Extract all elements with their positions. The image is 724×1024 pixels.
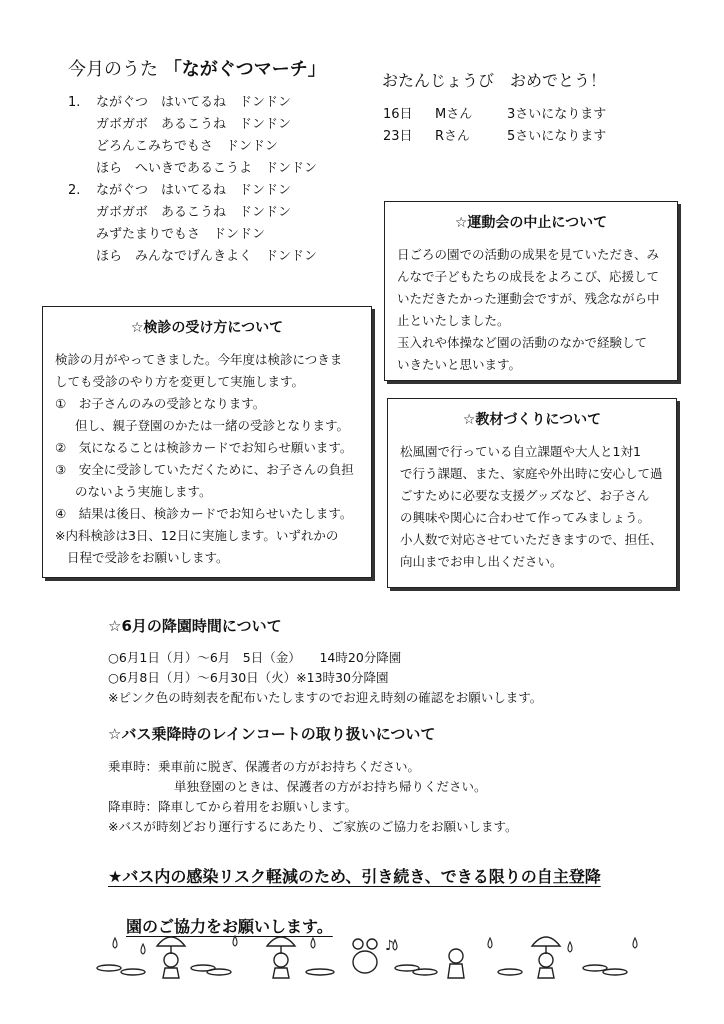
birthday-name: Mさん xyxy=(435,107,473,122)
song-lyrics xyxy=(68,92,317,268)
body-line: ごすために必要な支援グッズなど、お子さん xyxy=(400,488,650,503)
birthday-name: Rさん xyxy=(435,129,471,144)
body-line: 松風園で行っている自立課題や大人と1対1 xyxy=(400,444,641,459)
song-line xyxy=(68,158,317,180)
song-line xyxy=(68,136,317,158)
puddle-icon xyxy=(306,969,334,975)
song-line xyxy=(68,180,317,202)
body-line: んなで子どもたちの成長をよろこび、応援して xyxy=(397,269,660,284)
puddle-icon xyxy=(498,969,522,975)
lyric-text: ガボガボ あるこうね ドンドン xyxy=(96,205,292,220)
checkup-line: ② 気になることは検診カードでお知らせ願います。 xyxy=(55,440,353,455)
birthday-row xyxy=(383,126,606,148)
lyric-text: どろんこみちでもさ ドンドン xyxy=(96,139,278,154)
umbrella-child-icon xyxy=(532,937,560,978)
body-line: 玉入れや体操など園の活動のなかで経験して xyxy=(397,335,648,350)
raindrop-icon xyxy=(141,944,145,954)
checkup-line: のないよう実施します。 xyxy=(75,484,212,499)
song-title: 「ながぐつマーチ」 xyxy=(163,59,326,80)
checkup-body xyxy=(55,349,359,569)
raindrop-icon xyxy=(633,938,637,948)
checkup-line: ※内科検診は3日、12日に実施します。いずれかの xyxy=(55,528,339,543)
bus-line: 単独登園のときは、保護者の方がお持ち帰りください。 xyxy=(174,779,487,794)
verse-number: 1. xyxy=(68,95,81,110)
song-label: 今月のうた xyxy=(68,59,158,80)
dismissal-line: ○6月1日（月）～6月 5日（金） 14時20分降園 xyxy=(108,650,402,665)
footer-svg xyxy=(95,928,655,988)
raindrop-icon xyxy=(233,936,237,946)
lyric-text: ほら みんなでげんきよく ドンドン xyxy=(96,249,318,264)
song-line xyxy=(68,114,317,136)
notice-line-2: 園のご協力をお願いします。 xyxy=(126,917,333,936)
puddle-icon xyxy=(121,969,145,975)
dismissal-time-body xyxy=(108,648,542,708)
bus-line: 乗車時：乗車前に脱ぎ、保護者の方がお持ちください。 xyxy=(108,759,421,774)
song-line xyxy=(68,246,317,268)
puddle-icon xyxy=(97,965,121,971)
body-line: 小人数で対応させていただきますので、担任、 xyxy=(400,532,663,547)
body-line: いきたいと思います。 xyxy=(397,357,522,372)
checkup-line: ④ 結果は後日、検診カードでお知らせいたします。 xyxy=(55,506,353,521)
body-line: で行う課題、また、家庭や外出時に安心して過 xyxy=(400,466,663,481)
raindrop-icon xyxy=(311,938,315,948)
song-line xyxy=(68,202,317,224)
birthday-row xyxy=(383,104,606,126)
birthday-text: 5さいになります xyxy=(507,129,607,144)
body-line: の興味や関心に合わせて作ってみましょう。 xyxy=(400,510,651,525)
lyric-text: ほら へいきであるこうよ ドンドン xyxy=(96,161,318,176)
materials-body xyxy=(400,441,664,573)
frog-icon xyxy=(353,939,377,973)
song-line xyxy=(68,224,317,246)
bus-line: 降車時：降車してから着用をお願いします。 xyxy=(108,799,358,814)
lyric-text: ガボガボ あるこうね ドンドン xyxy=(96,117,292,132)
raindrop-icon xyxy=(568,942,572,952)
puddle-icon xyxy=(207,969,231,975)
body-line: 向山までお申し出ください。 xyxy=(400,554,563,569)
birthday-list xyxy=(383,104,606,148)
puddle-icon xyxy=(603,969,627,975)
bus-line: ※バスが時刻どおり運行するにあたり、ご家族のご協力をお願いします。 xyxy=(108,819,518,834)
song-line xyxy=(68,92,317,114)
checkup-line: 但し、親子登園のかたは一緒の受診となります。 xyxy=(75,418,350,433)
birthday-date: 16日 xyxy=(383,107,413,122)
checkup-line: 検診の月がやってきました。今年度は検診につきま xyxy=(55,352,343,367)
umbrella-child-icon xyxy=(157,937,185,978)
birthday-title: おたんじょうび おめでとう！ xyxy=(382,71,607,90)
sports-day-cancel-box xyxy=(384,201,678,381)
bus-raincoat-title: ☆バス乗降時のレインコートの取り扱いについて xyxy=(108,725,436,743)
puddle-icon xyxy=(583,965,607,971)
lyric-text: ながぐつ はいてるね ドンドン xyxy=(96,183,292,198)
checkup-line: ③ 安全に受診していただくために、お子さんの負担 xyxy=(55,462,354,477)
birthday-date: 23日 xyxy=(383,129,413,144)
body-line: 止といたしました。 xyxy=(397,313,510,328)
song-heading xyxy=(68,55,326,81)
dismissal-line: ※ピンク色の時刻表を配布いたしますのでお迎え時刻の確認をお願いします。 xyxy=(108,690,543,705)
body-line: いただきたかった運動会ですが、残念ながら中 xyxy=(397,291,660,306)
umbrella-child-icon xyxy=(267,937,295,978)
body-line: 日ごろの園での活動の成果を見ていただき、み xyxy=(397,247,660,262)
checkup-title: ☆検診の受け方について xyxy=(130,320,284,336)
checkup-line: 日程で受診をお願いします。 xyxy=(67,550,229,565)
checkup-line: しても受診のやり方を変更して実施します。 xyxy=(55,374,305,389)
lyric-text: ながぐつ はいてるね ドンドン xyxy=(96,95,292,110)
music-note-icon: ♪ xyxy=(385,938,394,954)
sports-day-title: ☆運動会の中止について xyxy=(454,215,608,231)
materials-box xyxy=(387,398,677,588)
checkup-box xyxy=(42,306,372,578)
lyric-text: みずたまりでもさ ドンドン xyxy=(96,227,266,242)
verse-number: 2. xyxy=(68,183,81,198)
raindrop-icon xyxy=(113,938,117,948)
bus-raincoat-body xyxy=(108,757,517,837)
birthday-text: 3さいになります xyxy=(507,107,607,122)
rainy-footer-illustration xyxy=(95,928,655,988)
puddle-icon xyxy=(413,969,437,975)
raindrop-icon xyxy=(488,938,492,948)
dismissal-line: ○6月8日（月）～6月30日（火）※13時30分降園 xyxy=(108,670,389,685)
checkup-line: ① お子さんのみの受診となります。 xyxy=(55,396,266,411)
dismissal-time-title: ☆6月の降園時間について xyxy=(108,617,282,635)
sports-day-body xyxy=(397,244,665,376)
materials-title: ☆教材づくりについて xyxy=(462,412,602,428)
notice-line-1: ★バス内の感染リスク軽減のため、引き続き、できる限りの自主登降 xyxy=(108,867,601,886)
umbrella-child-icon xyxy=(448,949,464,978)
